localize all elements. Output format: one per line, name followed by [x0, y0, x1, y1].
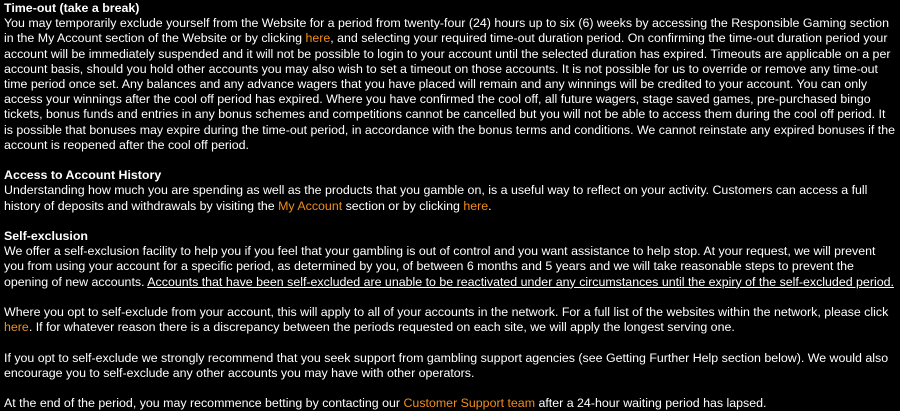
- self-exclusion-paragraph-3: If you opt to self-exclude we strongly recommend that you seek support from gambling support agencies (see Getting Further Help section below). We would also encourage you to self-exclude any other accounts you may have with other operators.: [4, 350, 889, 380]
- my-account-link[interactable]: My Account: [278, 198, 343, 213]
- responsible-gaming-content: [4, 1, 896, 411]
- account-history-heading: Access to Account History: [4, 168, 162, 183]
- network-here-link[interactable]: here: [4, 320, 29, 335]
- self-exclusion-text-1: We offer a self-exclusion facility to help you if you feel that your gambling is out of control and you want assistance to help stop. At your request, we will prevent you from using your account for a specific period, as determined by you, of between 6 months and 5 years and we will take reasonable steps to prevent the opening of new accounts.: [4, 244, 876, 289]
- timeout-text-2: , and selecting your required time-out duration period. On confirming the time-out duration period your account will be immediately suspended and it will not be possible to login to your account until the selected duration has expired. Timeouts are applicable on a per account basis, should you hold other accounts you may also wish to set a timeout on those accounts. It is not possible for us to override or remove any time-out time period once set. Any balances and any advance wagers that you have placed will remain and any winnings will be credited to your account. You can only access your winnings after the cool off period has expired. Where you have confirmed the cool off, all future wagers, stage saved games, pre-purchased bingo tickets, bonus funds and entries in any bonus schemes and competitions cannot be cancelled but you will not be able to access them during the cool off period. It is possible that bonuses may expire during the time-out period, in accordance with the bonus terms and conditions. We cannot reinstate any expired bonuses if the account is reopened after the cool off period.: [4, 31, 896, 152]
- history-here-link[interactable]: here: [463, 198, 489, 213]
- timeout-paragraph: [4, 16, 896, 153]
- customer-support-link[interactable]: Customer Support team: [403, 396, 536, 411]
- self-exclusion-paragraph-1: [4, 244, 896, 290]
- history-text-2: section or by clicking: [342, 198, 464, 213]
- spacer: [4, 290, 896, 305]
- self-exclusion-paragraph-2: [4, 305, 896, 335]
- history-text-1: Understanding how much you are spending as well as the products that you gamble on, is a useful way to reflect on your activity. Customers can access a full history of deposits and withdrawals by visiting the: [4, 183, 868, 213]
- timeout-here-link[interactable]: here: [305, 31, 331, 46]
- spacer: [4, 335, 896, 350]
- recommence-text-1: At the end of the period, you may recommence betting by contacting our: [4, 396, 404, 411]
- timeout-text-1: You may temporarily exclude yourself from the Website for a period from twenty-four (24) hours up to six (6) weeks by accessing the Responsible Gaming section in the My Account section of the Website or by clicking: [4, 16, 889, 46]
- spacer: [4, 153, 896, 168]
- self-exclusion-heading: Self-exclusion: [4, 229, 89, 244]
- network-text-1: Where you opt to self-exclude from your account, this will apply to all of your accounts in the network. For a full list of the websites within the network, please click: [4, 305, 889, 320]
- history-text-3: .: [488, 198, 492, 213]
- self-exclusion-underlined-notice: Accounts that have been self-excluded are unable to be reactivated under any circumstances until the expiry of the self-excluded period.: [147, 274, 894, 289]
- self-exclusion-paragraph-4: [4, 396, 896, 411]
- spacer: [4, 214, 896, 229]
- spacer: [4, 381, 896, 396]
- network-text-2: . If for whatever reason there is a discrepancy between the periods requested on each site, we will apply the longest serving one.: [28, 320, 735, 335]
- timeout-heading: Time-out (take a break): [4, 1, 140, 15]
- account-history-paragraph: [4, 183, 896, 213]
- recommence-text-2: after a 24-hour waiting period has lapsed.: [535, 396, 767, 411]
